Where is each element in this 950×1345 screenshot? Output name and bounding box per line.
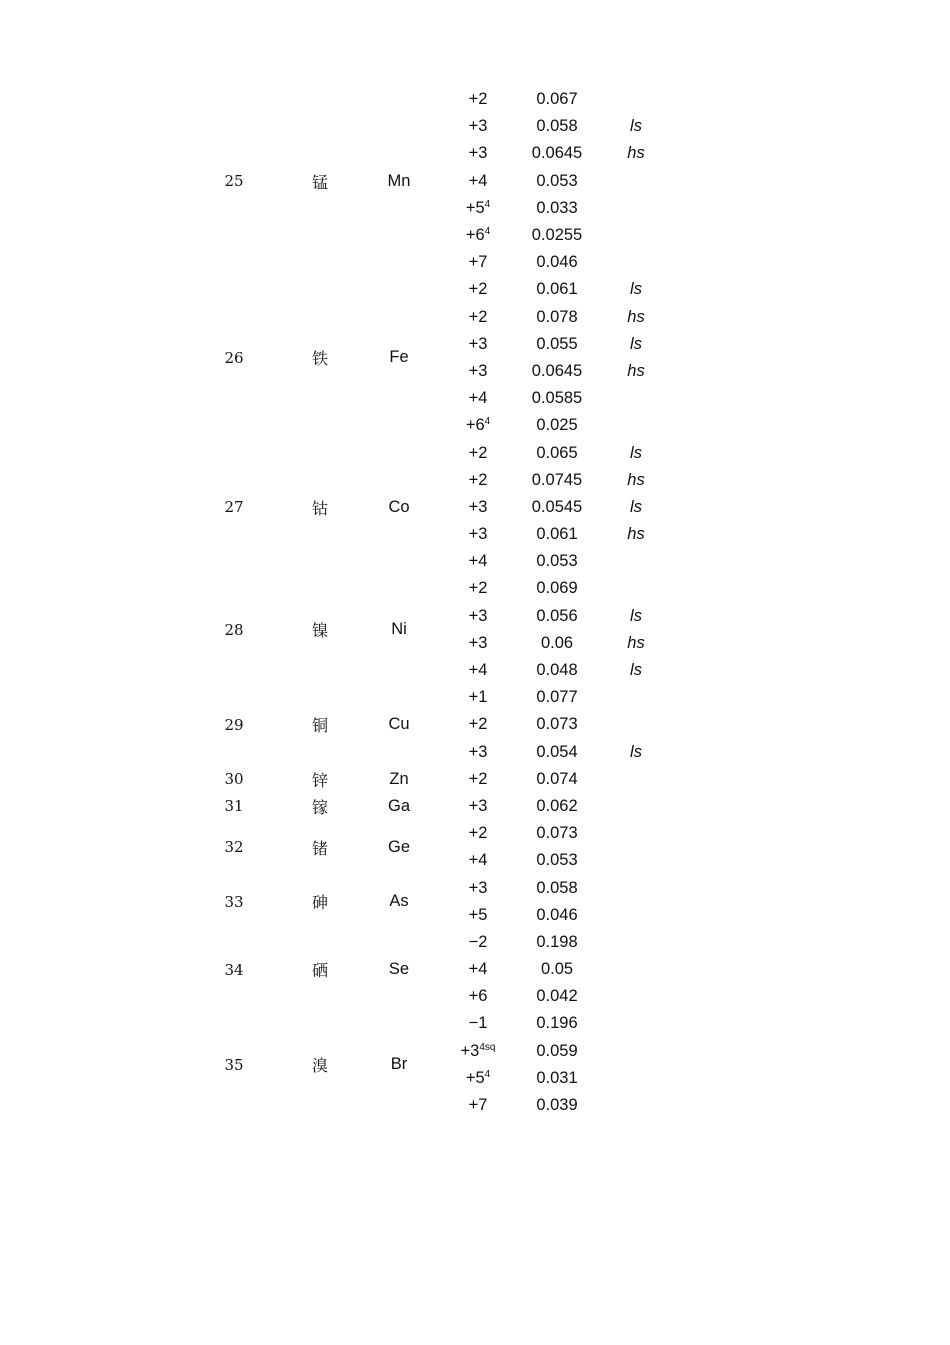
ionic-radius: 0.053: [536, 851, 578, 870]
ionic-radius: 0.039: [536, 1096, 578, 1115]
spin-state: ls: [630, 280, 642, 299]
oxidation-state-cell: [432, 603, 524, 630]
ionic-radius: 0.061: [536, 525, 578, 544]
oxidation-state-cell: [432, 385, 524, 412]
element-symbol: Br: [390, 1055, 408, 1074]
coordination-superscript: 4: [484, 198, 491, 210]
oxidation-state-cell: [432, 956, 524, 983]
oxidation-state-cell: [432, 1010, 524, 1037]
oxidation-state: −2: [468, 932, 488, 951]
spin-state: ls: [630, 497, 642, 516]
spin-state: [590, 929, 682, 956]
oxidation-state: +6: [465, 416, 485, 435]
oxidation-state-cell: [432, 766, 524, 793]
oxidation-state-cell: [432, 276, 524, 303]
oxidation-state: +2: [468, 579, 488, 598]
oxidation-state: +1: [468, 688, 488, 707]
oxidation-state: +3: [468, 742, 488, 761]
oxidation-state-cell: [432, 630, 524, 657]
spin-state: [590, 711, 682, 738]
spin-state: [590, 847, 682, 874]
oxidation-state-cell: [432, 983, 524, 1010]
coordination-superscript: 4sq: [479, 1041, 496, 1053]
spin-state: [590, 684, 682, 711]
oxidation-state-cell: [432, 902, 524, 929]
oxidation-state-cell: [432, 847, 524, 874]
spin-state: ls: [630, 742, 642, 761]
ionic-radius-table: [194, 86, 682, 1119]
oxidation-state: +4: [468, 851, 488, 870]
spin-state: [590, 874, 682, 901]
table-row: [194, 575, 682, 602]
spin-state: hs: [627, 525, 645, 544]
ionic-radius: 0.078: [536, 307, 578, 326]
table-row: [194, 793, 682, 820]
oxidation-state-cell: [432, 793, 524, 820]
ionic-radius: 0.0745: [531, 470, 583, 489]
table-row: [194, 86, 682, 113]
spin-state: hs: [627, 361, 645, 380]
ionic-radius: 0.025: [536, 416, 578, 435]
ionic-radius: 0.196: [536, 1014, 578, 1033]
ionic-radius: 0.067: [536, 90, 578, 109]
element-symbol: As: [389, 892, 409, 911]
spin-state: ls: [630, 661, 642, 680]
oxidation-state: +7: [468, 1096, 488, 1115]
atomic-number: 31: [224, 797, 244, 816]
oxidation-state-cell: [432, 304, 524, 331]
oxidation-state: +3: [468, 361, 488, 380]
oxidation-state: +3: [468, 878, 488, 897]
oxidation-state-cell: [432, 1065, 524, 1092]
oxidation-state: +4: [468, 389, 488, 408]
oxidation-state: +3: [468, 525, 488, 544]
element-name-cn: 砷: [311, 893, 328, 913]
table-row: [194, 820, 682, 847]
oxidation-state: +2: [468, 307, 488, 326]
spin-state: [590, 793, 682, 820]
ionic-radius: 0.198: [536, 932, 578, 951]
spin-state: ls: [630, 606, 642, 625]
oxidation-state-cell: [432, 657, 524, 684]
oxidation-state: +3: [468, 497, 488, 516]
ionic-radius: 0.062: [536, 796, 578, 815]
oxidation-state-cell: [432, 548, 524, 575]
ionic-radius: 0.0585: [531, 389, 583, 408]
table-row: [194, 1010, 682, 1037]
ionic-radius: 0.058: [536, 117, 578, 136]
spin-state: [590, 168, 682, 195]
spin-state: [590, 983, 682, 1010]
atomic-number: 27: [224, 498, 244, 517]
ionic-radius: 0.056: [536, 606, 578, 625]
element-name-cn: 硒: [311, 961, 328, 981]
ionic-radius: 0.048: [536, 661, 578, 680]
oxidation-state-cell: [432, 521, 524, 548]
oxidation-state-cell: [432, 86, 524, 113]
spin-state: [590, 222, 682, 249]
ionic-radius: 0.065: [536, 443, 578, 462]
element-symbol: Co: [388, 497, 410, 516]
oxidation-state: +5: [465, 1068, 485, 1087]
element-name-cn: 溴: [311, 1056, 328, 1076]
spin-state: [590, 1038, 682, 1065]
ionic-radius: 0.061: [536, 280, 578, 299]
oxidation-state: +4: [468, 960, 488, 979]
oxidation-state-cell: [432, 467, 524, 494]
element-name-cn: 锰: [311, 172, 328, 192]
oxidation-state: +3: [468, 144, 488, 163]
atomic-number: 30: [224, 770, 244, 789]
ionic-radius: 0.06: [540, 633, 574, 652]
element-symbol: Ge: [387, 837, 410, 856]
spin-state: hs: [627, 470, 645, 489]
oxidation-state-cell: [432, 1092, 524, 1119]
spin-state: [590, 548, 682, 575]
oxidation-state: +3: [468, 796, 488, 815]
ionic-radius: 0.073: [536, 715, 578, 734]
element-symbol: Ga: [387, 796, 410, 815]
element-symbol: Fe: [389, 348, 409, 367]
element-name-cn: 锌: [311, 770, 328, 790]
spin-state: hs: [627, 307, 645, 326]
spin-state: [590, 766, 682, 793]
oxidation-state-cell: [432, 820, 524, 847]
element-name-cn: 钴: [311, 498, 328, 518]
oxidation-state-cell: [432, 439, 524, 466]
atomic-number: 29: [224, 715, 244, 734]
spin-state: ls: [630, 117, 642, 136]
ionic-radius: 0.077: [536, 688, 578, 707]
oxidation-state: +5: [465, 198, 485, 217]
oxidation-state: +3: [468, 117, 488, 136]
oxidation-state: +2: [468, 715, 488, 734]
table-row: [194, 684, 682, 711]
oxidation-state: +3: [460, 1041, 480, 1060]
oxidation-state-cell: [432, 168, 524, 195]
table-row: [194, 874, 682, 901]
table-row: [194, 929, 682, 956]
oxidation-state-cell: [432, 358, 524, 385]
spin-state: [590, 86, 682, 113]
spin-state: [590, 385, 682, 412]
ionic-radius: 0.0545: [531, 497, 583, 516]
ionic-radius: 0.046: [536, 253, 578, 272]
spin-state: [590, 1010, 682, 1037]
spin-state: ls: [630, 334, 642, 353]
element-symbol: Zn: [389, 769, 409, 788]
ionic-radius: 0.031: [536, 1068, 578, 1087]
oxidation-state: +2: [468, 824, 488, 843]
ionic-radius: 0.054: [536, 742, 578, 761]
oxidation-state: +4: [468, 661, 488, 680]
element-symbol: Ni: [391, 620, 407, 639]
table-row: [194, 439, 682, 466]
table-body: [194, 86, 682, 1119]
element-name-cn: 镓: [311, 797, 328, 817]
oxidation-state-cell: [432, 195, 524, 222]
element-name-cn: 镍: [311, 621, 328, 641]
oxidation-state-cell: [432, 575, 524, 602]
oxidation-state-cell: [432, 874, 524, 901]
oxidation-state: +2: [468, 90, 488, 109]
oxidation-state-cell: [432, 331, 524, 358]
element-symbol: Se: [388, 960, 410, 979]
spin-state: [590, 195, 682, 222]
atomic-number: 25: [224, 172, 244, 191]
atomic-number: 33: [224, 892, 244, 911]
ionic-radius: 0.059: [536, 1041, 578, 1060]
oxidation-state-cell: [432, 684, 524, 711]
spin-state: [590, 575, 682, 602]
ionic-radius: 0.0255: [531, 226, 583, 245]
ionic-radius: 0.0645: [531, 144, 583, 163]
ionic-radius: 0.055: [536, 334, 578, 353]
atomic-number: 32: [224, 838, 244, 857]
oxidation-state: +4: [468, 552, 488, 571]
ionic-radius: 0.05: [540, 960, 574, 979]
spin-state: hs: [627, 144, 645, 163]
ionic-radius: 0.053: [536, 552, 578, 571]
coordination-superscript: 4: [484, 1068, 491, 1080]
oxidation-state: +4: [468, 171, 488, 190]
ionic-radius: 0.058: [536, 878, 578, 897]
element-name-cn: 锗: [311, 838, 328, 858]
atomic-number: 35: [224, 1055, 244, 1074]
spin-state: [590, 820, 682, 847]
spin-state: [590, 249, 682, 276]
oxidation-state: +2: [468, 769, 488, 788]
ionic-radius: 0.0645: [531, 361, 583, 380]
oxidation-state: +6: [465, 226, 485, 245]
oxidation-state-cell: [432, 140, 524, 167]
oxidation-state-cell: [432, 494, 524, 521]
table-row: [194, 766, 682, 793]
oxidation-state: +3: [468, 606, 488, 625]
ionic-radius: 0.046: [536, 905, 578, 924]
oxidation-state-cell: [432, 739, 524, 766]
ionic-radius: 0.042: [536, 987, 578, 1006]
spin-state: hs: [627, 633, 645, 652]
coordination-superscript: 4: [484, 416, 491, 428]
oxidation-state: +2: [468, 443, 488, 462]
ionic-radius: 0.069: [536, 579, 578, 598]
ionic-radius: 0.053: [536, 171, 578, 190]
atomic-number: 28: [224, 620, 244, 639]
oxidation-state-cell: [432, 222, 524, 249]
atomic-number: 26: [224, 348, 244, 367]
oxidation-state-cell: [432, 412, 524, 439]
atomic-number: 34: [224, 960, 244, 979]
spin-state: ls: [630, 443, 642, 462]
spin-state: [590, 902, 682, 929]
oxidation-state: +7: [468, 253, 488, 272]
oxidation-state: +3: [468, 633, 488, 652]
oxidation-state: +3: [468, 334, 488, 353]
ionic-radius: 0.073: [536, 824, 578, 843]
oxidation-state-cell: [432, 1038, 524, 1065]
ionic-radius: 0.074: [536, 769, 578, 788]
spin-state: [590, 1065, 682, 1092]
element-symbol: Mn: [387, 171, 411, 190]
oxidation-state: +2: [468, 470, 488, 489]
table-row: [194, 276, 682, 303]
oxidation-state-cell: [432, 249, 524, 276]
coordination-superscript: 4: [484, 226, 491, 238]
oxidation-state: +5: [468, 905, 488, 924]
oxidation-state: −1: [468, 1014, 488, 1033]
ionic-radius: 0.033: [536, 198, 578, 217]
oxidation-state-cell: [432, 711, 524, 738]
oxidation-state: +2: [468, 280, 488, 299]
oxidation-state: +6: [468, 987, 488, 1006]
oxidation-state-cell: [432, 113, 524, 140]
element-name-cn: 铜: [311, 716, 328, 736]
element-symbol: Cu: [388, 715, 410, 734]
element-name-cn: 铁: [311, 349, 328, 369]
spin-state: [590, 956, 682, 983]
spin-state: [590, 1092, 682, 1119]
spin-state: [590, 412, 682, 439]
oxidation-state-cell: [432, 929, 524, 956]
